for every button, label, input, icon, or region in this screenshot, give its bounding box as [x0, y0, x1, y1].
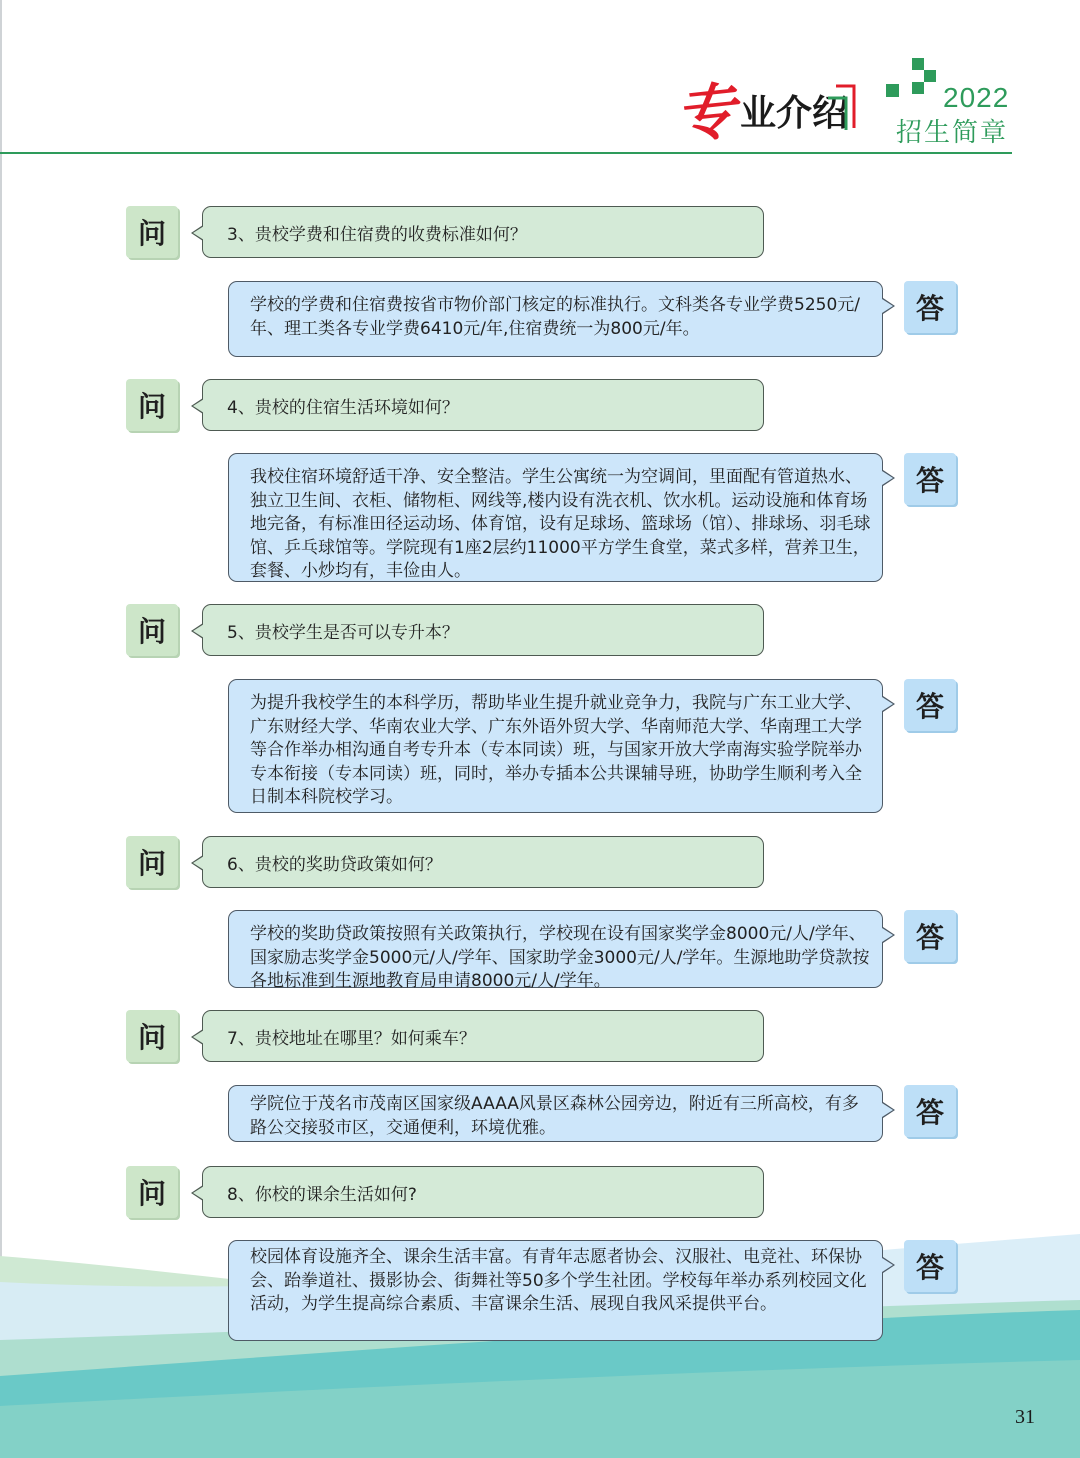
question-box: 3、贵校学费和住宿费的收费标准如何？ [202, 206, 764, 258]
answer-badge: 答 [904, 1085, 956, 1137]
question-box: 5、贵校学生是否可以专升本？ [202, 604, 764, 656]
answer-badge: 答 [904, 910, 956, 962]
header-divider [0, 152, 1012, 154]
answer-badge: 答 [904, 453, 956, 505]
question-box: 4、贵校的住宿生活环境如何？ [202, 379, 764, 431]
section-title-text: 业介绍 [740, 93, 849, 134]
question-badge: 问 [126, 206, 178, 258]
brand-subtitle: 招生简章 [896, 118, 1009, 148]
answer-box: 为提升我校学生的本科学历，帮助毕业生提升就业竞争力，我院与广东工业大学、广东财经大学、华南农业大学、广东外语外贸大学、华南师范大学、华南理工大学等合作举办相沟通自考专升本（专本同读）班，与国家开放大学南海实验学院举办专本衔接（专本同读）班，同时，举办专插本公共课辅导班，协助学生顺利考入全日制本科院校学习。 [228, 679, 883, 813]
brand-logo-icon [884, 58, 944, 102]
question-box: 7、贵校地址在哪里？如何乘车？ [202, 1010, 764, 1062]
answer-box: 学院位于茂名市茂南区国家级AAAA风景区森林公园旁边，附近有三所高校，有多路公交接驳市区，交通便利，环境优雅。 [228, 1085, 883, 1142]
question-box: 6、贵校的奖助贷政策如何？ [202, 836, 764, 888]
question-badge: 问 [126, 836, 178, 888]
section-title-first-char: 专 [672, 76, 740, 152]
answer-box: 学校的奖助贷政策按照有关政策执行，学校现在设有国家奖学金8000元/人/学年、国家励志奖学金5000元/人/学年、国家助学金3000元/人/学年。生源地助学贷款按各地标准到生源地教育局申请8000元/人/学年。 [228, 910, 883, 988]
answer-badge: 答 [904, 679, 956, 731]
question-badge: 问 [126, 1166, 178, 1218]
question-badge: 问 [126, 1010, 178, 1062]
brand-year: 2022 [943, 82, 1010, 113]
answer-box: 校园体育设施齐全、课余生活丰富。有青年志愿者协会、汉服社、电竞社、环保协会、跆拳道社、摄影协会、街舞社等50多个学生社团。学校每年举办系列校园文化活动，为学生提高综合素质、丰富课余生活、展现自我风采提供平台。 [228, 1240, 883, 1341]
answer-badge: 答 [904, 1240, 956, 1292]
corner-bracket-icon [818, 80, 858, 130]
question-box: 8、你校的课余生活如何? [202, 1166, 764, 1218]
answer-box: 我校住宿环境舒适干净、安全整洁。学生公寓统一为空调间，里面配有管道热水、独立卫生间、衣柜、储物柜、网线等,楼内设有洗衣机、饮水机。运动设施和体育场地完备，有标准田径运动场、体育馆，设有足球场、篮球场（馆）、排球场、羽毛球馆、乒乓球馆等。学院现有1座2层约11000平方学生食堂，菜式多样，营养卫生，套餐、小炒均有，丰俭由人。 [228, 453, 883, 582]
page-number: 31 [1015, 1406, 1035, 1428]
answer-badge: 答 [904, 281, 956, 333]
answer-box: 学校的学费和住宿费按省市物价部门核定的标准执行。文科类各专业学费5250元/年、理工类各专业学费6410元/年,住宿费统一为800元/年。 [228, 281, 883, 357]
question-badge: 问 [126, 604, 178, 656]
question-badge: 问 [126, 379, 178, 431]
